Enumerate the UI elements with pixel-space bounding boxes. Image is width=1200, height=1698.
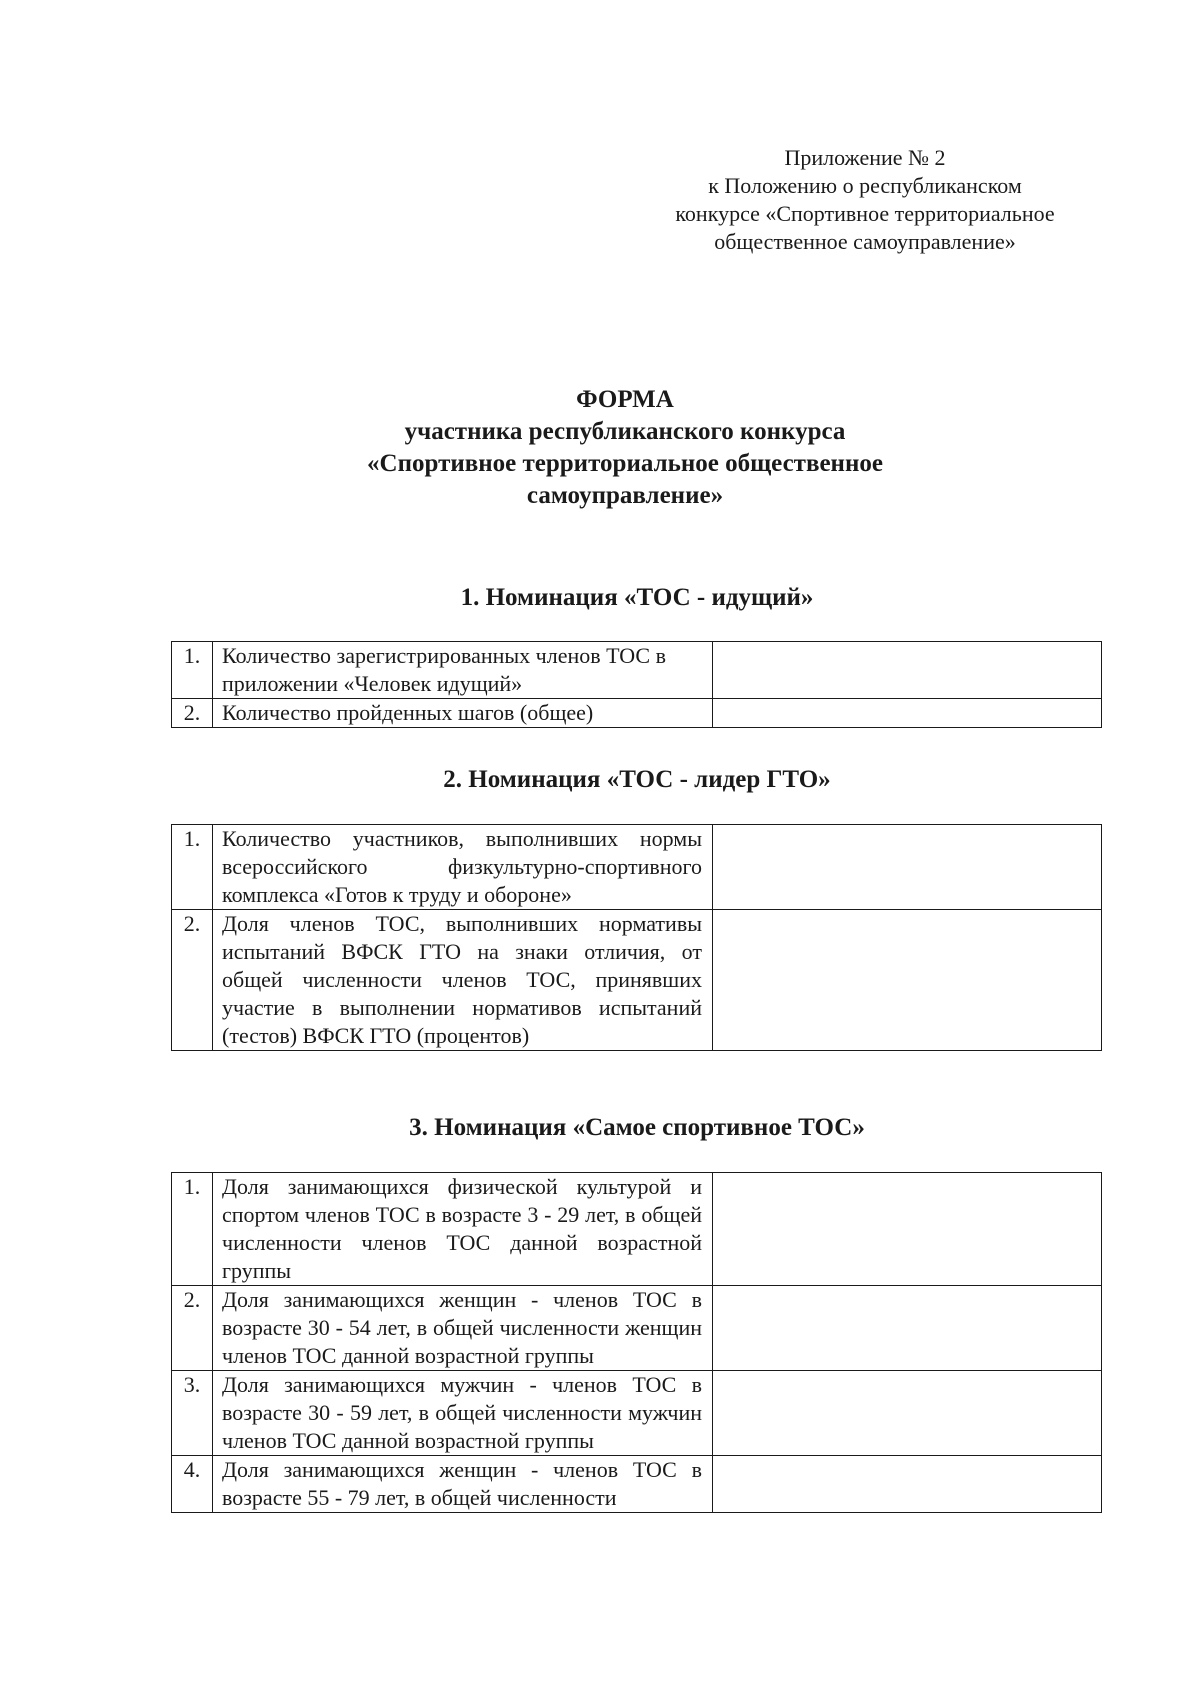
- table-row: [172, 1173, 1102, 1286]
- row-number: 3.: [172, 1371, 213, 1456]
- table-row: [172, 1371, 1102, 1456]
- row-number: 1.: [172, 1173, 213, 1286]
- row-value-cell[interactable]: [713, 825, 1102, 910]
- section-title-2: 2. Номинация «ТОС - лидер ГТО»: [443, 766, 831, 793]
- row-value-cell[interactable]: [713, 1286, 1102, 1371]
- appendix-line: к Положению о республиканском: [708, 173, 1022, 198]
- row-value-cell[interactable]: [713, 910, 1102, 1051]
- row-number: 2.: [172, 699, 213, 728]
- form-title: [300, 384, 950, 512]
- row-indicator-text: Количество пройденных шагов (общее): [213, 699, 713, 728]
- row-value-cell[interactable]: [713, 1371, 1102, 1456]
- table-row: [172, 1286, 1102, 1371]
- row-indicator-text: Количество участников, выполнивших нормы всероссийского физкультурно-спортивного комплекса «Готов к труду и обороне»: [213, 825, 713, 910]
- row-number: 1.: [172, 825, 213, 910]
- appendix-header: [650, 144, 1080, 256]
- row-indicator-text: Доля занимающихся женщин - членов ТОС в возрасте 55 - 79 лет, в общей численности: [213, 1456, 713, 1513]
- appendix-line: общественное самоуправление»: [714, 229, 1016, 254]
- form-title-line: «Спортивное территориальное общественное: [367, 450, 883, 477]
- row-value-cell[interactable]: [713, 1456, 1102, 1513]
- row-number: 4.: [172, 1456, 213, 1513]
- table-row: [172, 910, 1102, 1051]
- form-title-line: участника республиканского конкурса: [404, 418, 846, 445]
- row-number: 1.: [172, 642, 213, 699]
- row-number: 2.: [172, 910, 213, 1051]
- row-number: 2.: [172, 1286, 213, 1371]
- table-row: [172, 1456, 1102, 1513]
- nomination-table-2: [171, 824, 1102, 1051]
- row-indicator-text: Количество зарегистрированных членов ТОС в приложении «Человек идущий»: [213, 642, 713, 699]
- row-value-cell[interactable]: [713, 699, 1102, 728]
- nomination-table-3: [171, 1172, 1102, 1513]
- row-value-cell[interactable]: [713, 1173, 1102, 1286]
- row-indicator-text: Доля занимающихся мужчин - членов ТОС в возрасте 30 - 59 лет, в общей численности мужчин членов ТОС данной возрастной группы: [213, 1371, 713, 1456]
- section-title-3: 3. Номинация «Самое спортивное ТОС»: [409, 1114, 865, 1141]
- row-indicator-text: Доля членов ТОС, выполнивших нормативы испытаний ВФСК ГТО на знаки отличия, от общей численности членов ТОС, принявших участие в выполнении нормативов испытаний (тестов) ВФСК ГТО (процентов): [213, 910, 713, 1051]
- form-title-line: ФОРМА: [576, 386, 674, 413]
- appendix-line: Приложение № 2: [784, 145, 946, 170]
- section-title-1: 1. Номинация «ТОС - идущий»: [460, 584, 814, 611]
- form-title-line: самоуправление»: [526, 482, 724, 509]
- table-row: [172, 825, 1102, 910]
- table-row: [172, 642, 1102, 699]
- row-indicator-text: Доля занимающихся женщин - членов ТОС в возрасте 30 - 54 лет, в общей численности женщин членов ТОС данной возрастной группы: [213, 1286, 713, 1371]
- table-row: [172, 699, 1102, 728]
- appendix-line: конкурсе «Спортивное территориальное: [675, 201, 1055, 226]
- nomination-table-1: [171, 641, 1102, 728]
- row-indicator-text: Доля занимающихся физической культурой и спортом членов ТОС в возрасте 3 - 29 лет, в общей численности членов ТОС данной возрастной группы: [213, 1173, 713, 1286]
- row-value-cell[interactable]: [713, 642, 1102, 699]
